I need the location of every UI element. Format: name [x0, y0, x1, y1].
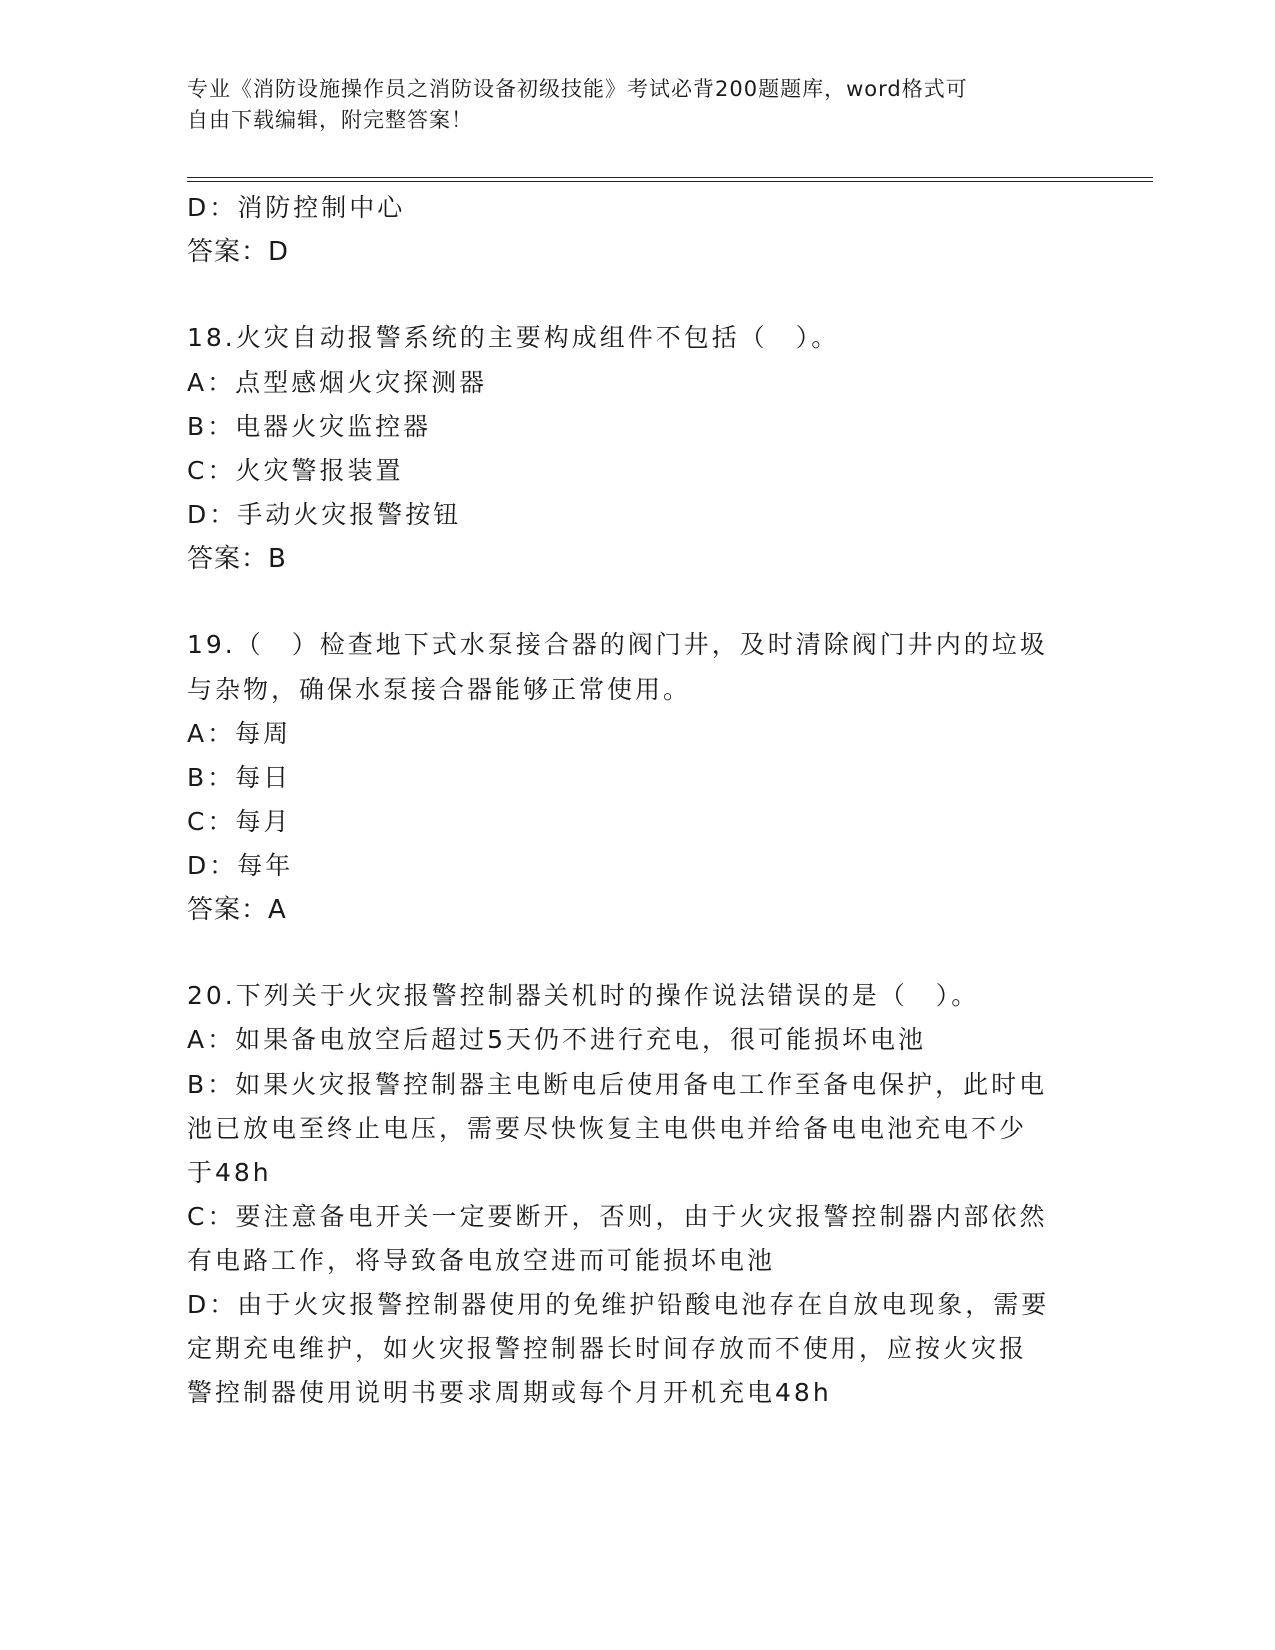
q19-answer: 答案：A	[187, 895, 287, 925]
q20-option-a: A：如果备电放空后超过5天仍不进行充电，很可能损坏电池	[187, 1025, 927, 1054]
header-line-2: 自由下载编辑，附完整答案！	[187, 108, 473, 132]
q20-option-d-line-1: D：由于火灾报警控制器使用的免维护铅酸电池存在自放电现象，需要	[187, 1290, 1050, 1319]
q20-option-d-line-2: 定期充电维护，如火灾报警控制器长时间存放而不使用，应按火灾报	[187, 1334, 1028, 1363]
prev-option-d: D：消防控制中心	[187, 193, 406, 222]
prev-answer: 答案：D	[187, 237, 290, 267]
q20-stem: 20.下列关于火灾报警控制器关机时的操作说法错误的是（ ）。	[187, 981, 980, 1010]
q19-option-d: D：每年	[187, 851, 294, 880]
q18-stem: 18.火灾自动报警系统的主要构成组件不包括（ ）。	[187, 323, 840, 352]
q19-option-b: B：每日	[187, 763, 292, 792]
header-divider-top	[187, 177, 1153, 178]
q19-option-c: C：每月	[187, 807, 292, 836]
q20-option-b-line-3: 于48h	[187, 1158, 272, 1187]
q18-option-a: A：点型感烟火灾探测器	[187, 368, 488, 397]
q19-option-a: A：每周	[187, 719, 292, 748]
q18-answer: 答案：B	[187, 544, 287, 574]
header-line-1: 专业《消防设施操作员之消防设备初级技能》考试必背200题题库，word格式可	[187, 77, 968, 101]
q19-stem-line-2: 与杂物，确保水泵接合器能够正常使用。	[187, 675, 692, 704]
q20-option-c-line-2: 有电路工作，将导致备电放空进而可能损坏电池	[187, 1246, 776, 1275]
document-header	[187, 74, 1067, 136]
q20-option-b-line-2: 池已放电至终止电压，需要尽快恢复主电供电并给备电电池充电不少	[187, 1114, 1028, 1143]
q18-option-b: B：电器火灾监控器	[187, 412, 432, 441]
q18-option-d: D：手动火灾报警按钮	[187, 500, 462, 529]
header-divider-bottom	[187, 181, 1153, 182]
q18-option-c: C：火灾警报装置	[187, 456, 404, 485]
q20-option-b-line-1: B：如果火灾报警控制器主电断电后使用备电工作至备电保护，此时电	[187, 1070, 1048, 1099]
q20-option-d-line-3: 警控制器使用说明书要求周期或每个月开机充电48h	[187, 1378, 832, 1407]
q19-stem-line-1: 19.（ ）检查地下式水泵接合器的阀门井，及时清除阀门井内的垃圾	[187, 630, 1048, 659]
q20-option-c-line-1: C：要注意备电开关一定要断开，否则，由于火灾报警控制器内部依然	[187, 1202, 1048, 1231]
